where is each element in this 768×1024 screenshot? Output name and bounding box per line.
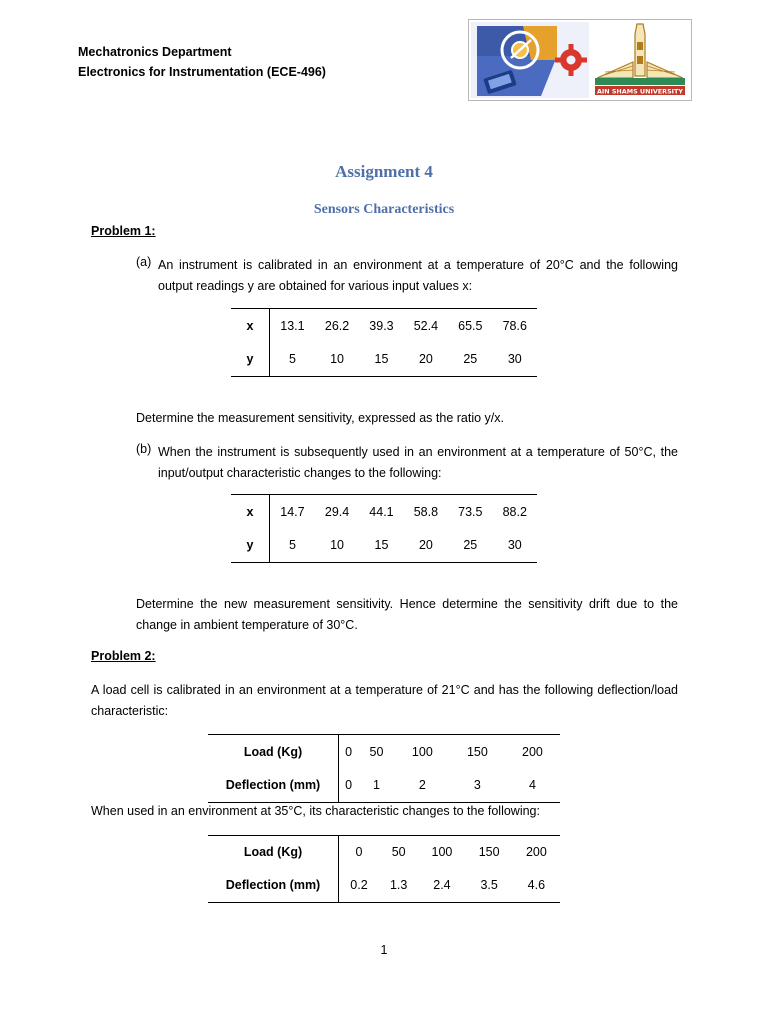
table-2a-load-row xyxy=(208,735,560,769)
table-1a-x-label: x xyxy=(231,309,270,343)
table-cell: 30 xyxy=(493,529,537,563)
table-cell: 20 xyxy=(404,343,448,377)
table-1a-y-label: y xyxy=(231,343,270,377)
table-cell: 100 xyxy=(395,735,450,769)
table-1b-y-label: y xyxy=(231,529,270,563)
table-2a-load-label: Load (Kg) xyxy=(208,735,339,769)
table-cell: 10 xyxy=(315,343,359,377)
table-cell: 50 xyxy=(358,735,395,769)
department-name: Mechatronics Department xyxy=(78,45,232,59)
table-2b-deflection-row xyxy=(208,869,560,903)
table-cell: 1.3 xyxy=(379,869,418,903)
table-cell: 200 xyxy=(505,735,560,769)
page-title: Assignment 4 xyxy=(335,162,433,181)
table-cell: 0 xyxy=(339,735,359,769)
table-cell: 0 xyxy=(339,836,379,869)
table-2b-deflection-label: Deflection (mm) xyxy=(208,869,339,903)
table-cell: 52.4 xyxy=(404,309,448,343)
problem-1-heading: Problem 1: xyxy=(91,224,156,238)
table-cell: 5 xyxy=(270,343,315,377)
table-1b xyxy=(231,494,537,563)
part-a-text: An instrument is calibrated in an environment at a temperature of 20°C and the following output readings y are obtained for various input values x: xyxy=(158,258,678,293)
problem-2-text-2: When used in an environment at 35°C, its characteristic changes to the following: xyxy=(91,804,540,818)
table-cell: 4.6 xyxy=(513,869,560,903)
problem-2-text: A load cell is calibrated in an environment at a temperature of 21°C and has the following deflection/load characteristic: xyxy=(91,683,678,718)
table-cell: 30 xyxy=(493,343,537,377)
part-a-question: Determine the measurement sensitivity, expressed as the ratio y/x. xyxy=(136,411,504,425)
table-2a-deflection-label: Deflection (mm) xyxy=(208,769,339,803)
table-cell: 20 xyxy=(404,529,448,563)
table-cell: 15 xyxy=(359,343,403,377)
table-1b-y-row xyxy=(231,529,537,563)
table-cell: 0 xyxy=(339,769,359,803)
table-cell: 2.4 xyxy=(418,869,465,903)
table-cell: 200 xyxy=(513,836,560,869)
table-cell: 15 xyxy=(359,529,403,563)
problem-2-heading: Problem 2: xyxy=(91,649,156,663)
table-cell: 100 xyxy=(418,836,465,869)
page-subtitle: Sensors Characteristics xyxy=(313,202,455,217)
part-b-label: (b) xyxy=(136,442,152,456)
table-1a xyxy=(231,308,537,377)
table-2b xyxy=(208,835,560,903)
university-logo-text: AIN SHAMS UNIVERSITY xyxy=(596,87,684,96)
part-b-question: Determine the new measurement sensitivity. Hence determine the sensitivity drift due to the change in ambient temperature of 30°C. xyxy=(136,597,678,632)
table-cell: 13.1 xyxy=(270,309,315,343)
table-cell: 25 xyxy=(448,343,492,377)
table-1a-x-row xyxy=(231,309,537,343)
table-cell: 58.8 xyxy=(404,495,448,529)
course-name: Electronics for Instrumentation (ECE-496) xyxy=(78,65,326,79)
table-cell: 3.5 xyxy=(466,869,513,903)
table-2a xyxy=(208,734,560,803)
table-1b-x-label: x xyxy=(231,495,270,529)
header-logos xyxy=(468,19,692,101)
table-2b-load-row xyxy=(208,836,560,869)
table-cell: 78.6 xyxy=(493,309,537,343)
table-cell: 88.2 xyxy=(493,495,537,529)
table-2b-load-label: Load (Kg) xyxy=(208,836,339,869)
table-cell: 26.2 xyxy=(315,309,359,343)
table-cell: 39.3 xyxy=(359,309,403,343)
department-logo xyxy=(471,22,589,98)
table-1a-y-row xyxy=(231,343,537,377)
table-cell: 150 xyxy=(450,735,505,769)
table-cell: 14.7 xyxy=(270,495,315,529)
table-cell: 10 xyxy=(315,529,359,563)
table-1b-x-row xyxy=(231,495,537,529)
part-a-label: (a) xyxy=(136,255,152,269)
table-cell: 50 xyxy=(379,836,418,869)
table-cell: 150 xyxy=(466,836,513,869)
table-cell: 65.5 xyxy=(448,309,492,343)
table-cell: 73.5 xyxy=(448,495,492,529)
table-cell: 0.2 xyxy=(339,869,379,903)
table-cell: 5 xyxy=(270,529,315,563)
part-b-text: When the instrument is subsequently used in an environment at a temperature of 50°C, the input/output characteristic changes to the following: xyxy=(158,445,678,480)
university-logo xyxy=(593,22,687,98)
table-cell: 2 xyxy=(395,769,450,803)
table-2a-deflection-row xyxy=(208,769,560,803)
table-cell: 4 xyxy=(505,769,560,803)
page-number: 1 xyxy=(380,943,388,957)
table-cell: 1 xyxy=(358,769,395,803)
table-cell: 44.1 xyxy=(359,495,403,529)
table-cell: 29.4 xyxy=(315,495,359,529)
table-cell: 3 xyxy=(450,769,505,803)
table-cell: 25 xyxy=(448,529,492,563)
